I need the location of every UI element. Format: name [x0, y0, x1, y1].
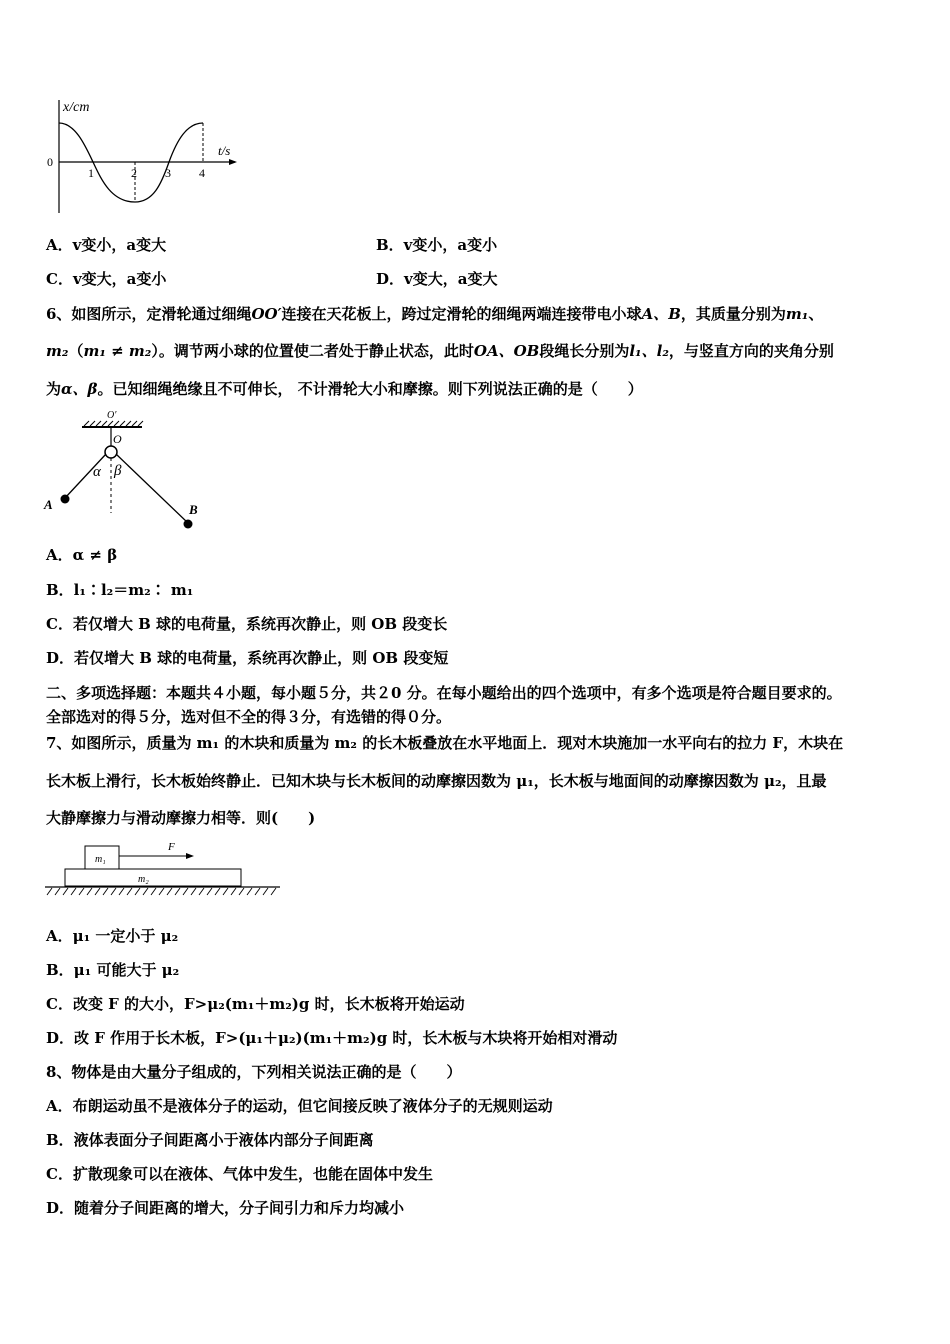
q6-option-d: D．若仅增大 B 球的电荷量，系统再次静止，则 OB 段变短: [46, 649, 449, 667]
q6-text-1c: ，其质量分别为: [680, 305, 786, 323]
ball-b: [184, 520, 193, 529]
q5-option-b: B．v变小，a变小: [376, 236, 498, 254]
label-m2: m₂: [138, 874, 149, 885]
q7-stem-line-1: 7、如图所示，质量为 m₁ 的木块和质量为 m₂ 的长木板叠放在水平地面上．现对木块施加一水平向右的拉力 F，木块在: [46, 734, 844, 752]
q6-m2: m₂: [46, 342, 69, 360]
q6-stem-line-1: [46, 304, 823, 324]
ground-hatch: [47, 888, 276, 895]
x-axis-arrow: [229, 159, 237, 165]
q7-option-c: C．改变 F 的大小，F>μ₂(m₁＋m₂)g 时，长木板将开始运动: [46, 995, 465, 1013]
xt-graph-figure: [40, 95, 250, 220]
q6-text-2b: ）。调节两小球的位置使二者处于静止状态，此时: [151, 342, 474, 360]
q6-text-1b: 连接在天花板上，跨过定滑轮的细绳两端连接带电小球: [281, 305, 642, 323]
q6-stem-line-2: [46, 341, 834, 361]
q5-option-d: D．v变大，a变大: [376, 270, 498, 288]
q8-option-d: D．随着分子间距离的增大，分子间引力和斥力均减小: [46, 1199, 405, 1217]
y-axis-label: x/cm: [63, 100, 90, 115]
q6-option-b: B．l₁∶l₂＝m₂∶ m₁: [46, 581, 194, 599]
section2-heading-line-2: 全部选对的得５分，选对但不全的得３分，有选错的得０分。: [46, 708, 452, 726]
tick-2: 2: [131, 166, 137, 180]
q7-option-a: A．μ₁ 一定小于 μ₂: [46, 927, 179, 945]
q6-l: l₁、l₂: [629, 342, 669, 360]
label-b: B: [189, 502, 198, 517]
pulley-figure: [40, 405, 210, 535]
q8-option-c: C．扩散现象可以在液体、气体中发生，也能在固体中发生: [46, 1165, 433, 1183]
q8-stem: 8、物体是由大量分子组成的，下列相关说法正确的是（ ）: [46, 1063, 462, 1081]
q7-option-b: B．μ₁ 可能大于 μ₂: [46, 961, 180, 979]
section2-heading-line-1: 二、多项选择题：本题共４小题，每小题５分，共２0 分。在每小题给出的四个选项中，有多个选项是符合题目要求的。: [46, 684, 842, 702]
force-arrow-head: [186, 853, 194, 859]
q6-text-2d: ，与竖直方向的夹角分别: [668, 342, 834, 360]
q6-alphabeta: α、β: [61, 380, 98, 398]
q6-m1: m₁: [785, 305, 809, 323]
q6-oaob: OA、OB: [473, 342, 540, 360]
label-f: F: [168, 841, 175, 853]
q5-option-c: C．v变大，a变小: [46, 270, 167, 288]
q6-text-1a: 6、如图所示，定滑轮通过细绳: [46, 305, 252, 323]
q6-text-3a: 为: [46, 380, 62, 398]
label-beta: β: [114, 463, 122, 479]
label-o-prime: O′: [107, 410, 117, 421]
q6-ab: A、B: [641, 305, 681, 323]
q6-text-1d: 、: [808, 305, 824, 323]
board-m2: [65, 869, 241, 886]
ceiling-hatch: [84, 421, 143, 426]
q6-oo: OO′: [251, 305, 282, 323]
q7-stem-line-3: 大静摩擦力与滑动摩擦力相等．则( ): [46, 809, 316, 827]
q6-text-2a: （: [68, 342, 84, 360]
pulley: [105, 446, 117, 458]
ball-a: [61, 495, 70, 504]
origin-label: 0: [47, 155, 53, 169]
q6-stem-line-3: [46, 379, 643, 399]
q7-option-d: D．改 F 作用于长木板，F>(μ₁＋μ₂)(m₁＋m₂)g 时，长木板与木块将开始相对滑动: [46, 1029, 618, 1047]
q8-option-b: B．液体表面分子间距离小于液体内部分子间距离: [46, 1131, 374, 1149]
q6-option-c: C．若仅增大 B 球的电荷量，系统再次静止，则 OB 段变长: [46, 615, 448, 633]
label-a: A: [44, 497, 53, 512]
blocks-figure: [40, 838, 290, 898]
q7-stem-line-2: 长木板上滑行，长木板始终静止．已知木块与长木板间的动摩擦因数为 μ₁，长木板与地面间的动摩擦因数为 μ₂，且最: [46, 772, 827, 790]
q8-option-a: A．布朗运动虽不是液体分子的运动，但它间接反映了液体分子的无规则运动: [46, 1097, 553, 1115]
label-o: O: [113, 432, 122, 446]
q6-neq: m₁ ≠ m₂: [83, 342, 152, 360]
tick-3: 3: [165, 166, 171, 180]
label-alpha: α: [93, 464, 101, 480]
label-m1: m₁: [95, 854, 106, 865]
tick-1: 1: [88, 166, 94, 180]
rope-ob: [116, 454, 188, 523]
tick-4: 4: [199, 166, 205, 180]
q5-option-a: A．v变小，a变大: [46, 236, 167, 254]
q6-text-2c: 段绳长分别为: [539, 342, 630, 360]
x-axis-label: t/s: [218, 143, 231, 158]
q6-text-3b: 。已知细绳绝缘且不可伸长， 不计滑轮大小和摩擦。则下列说法正确的是（ ）: [97, 380, 643, 398]
q6-option-a: A．α ≠ β: [46, 546, 118, 564]
